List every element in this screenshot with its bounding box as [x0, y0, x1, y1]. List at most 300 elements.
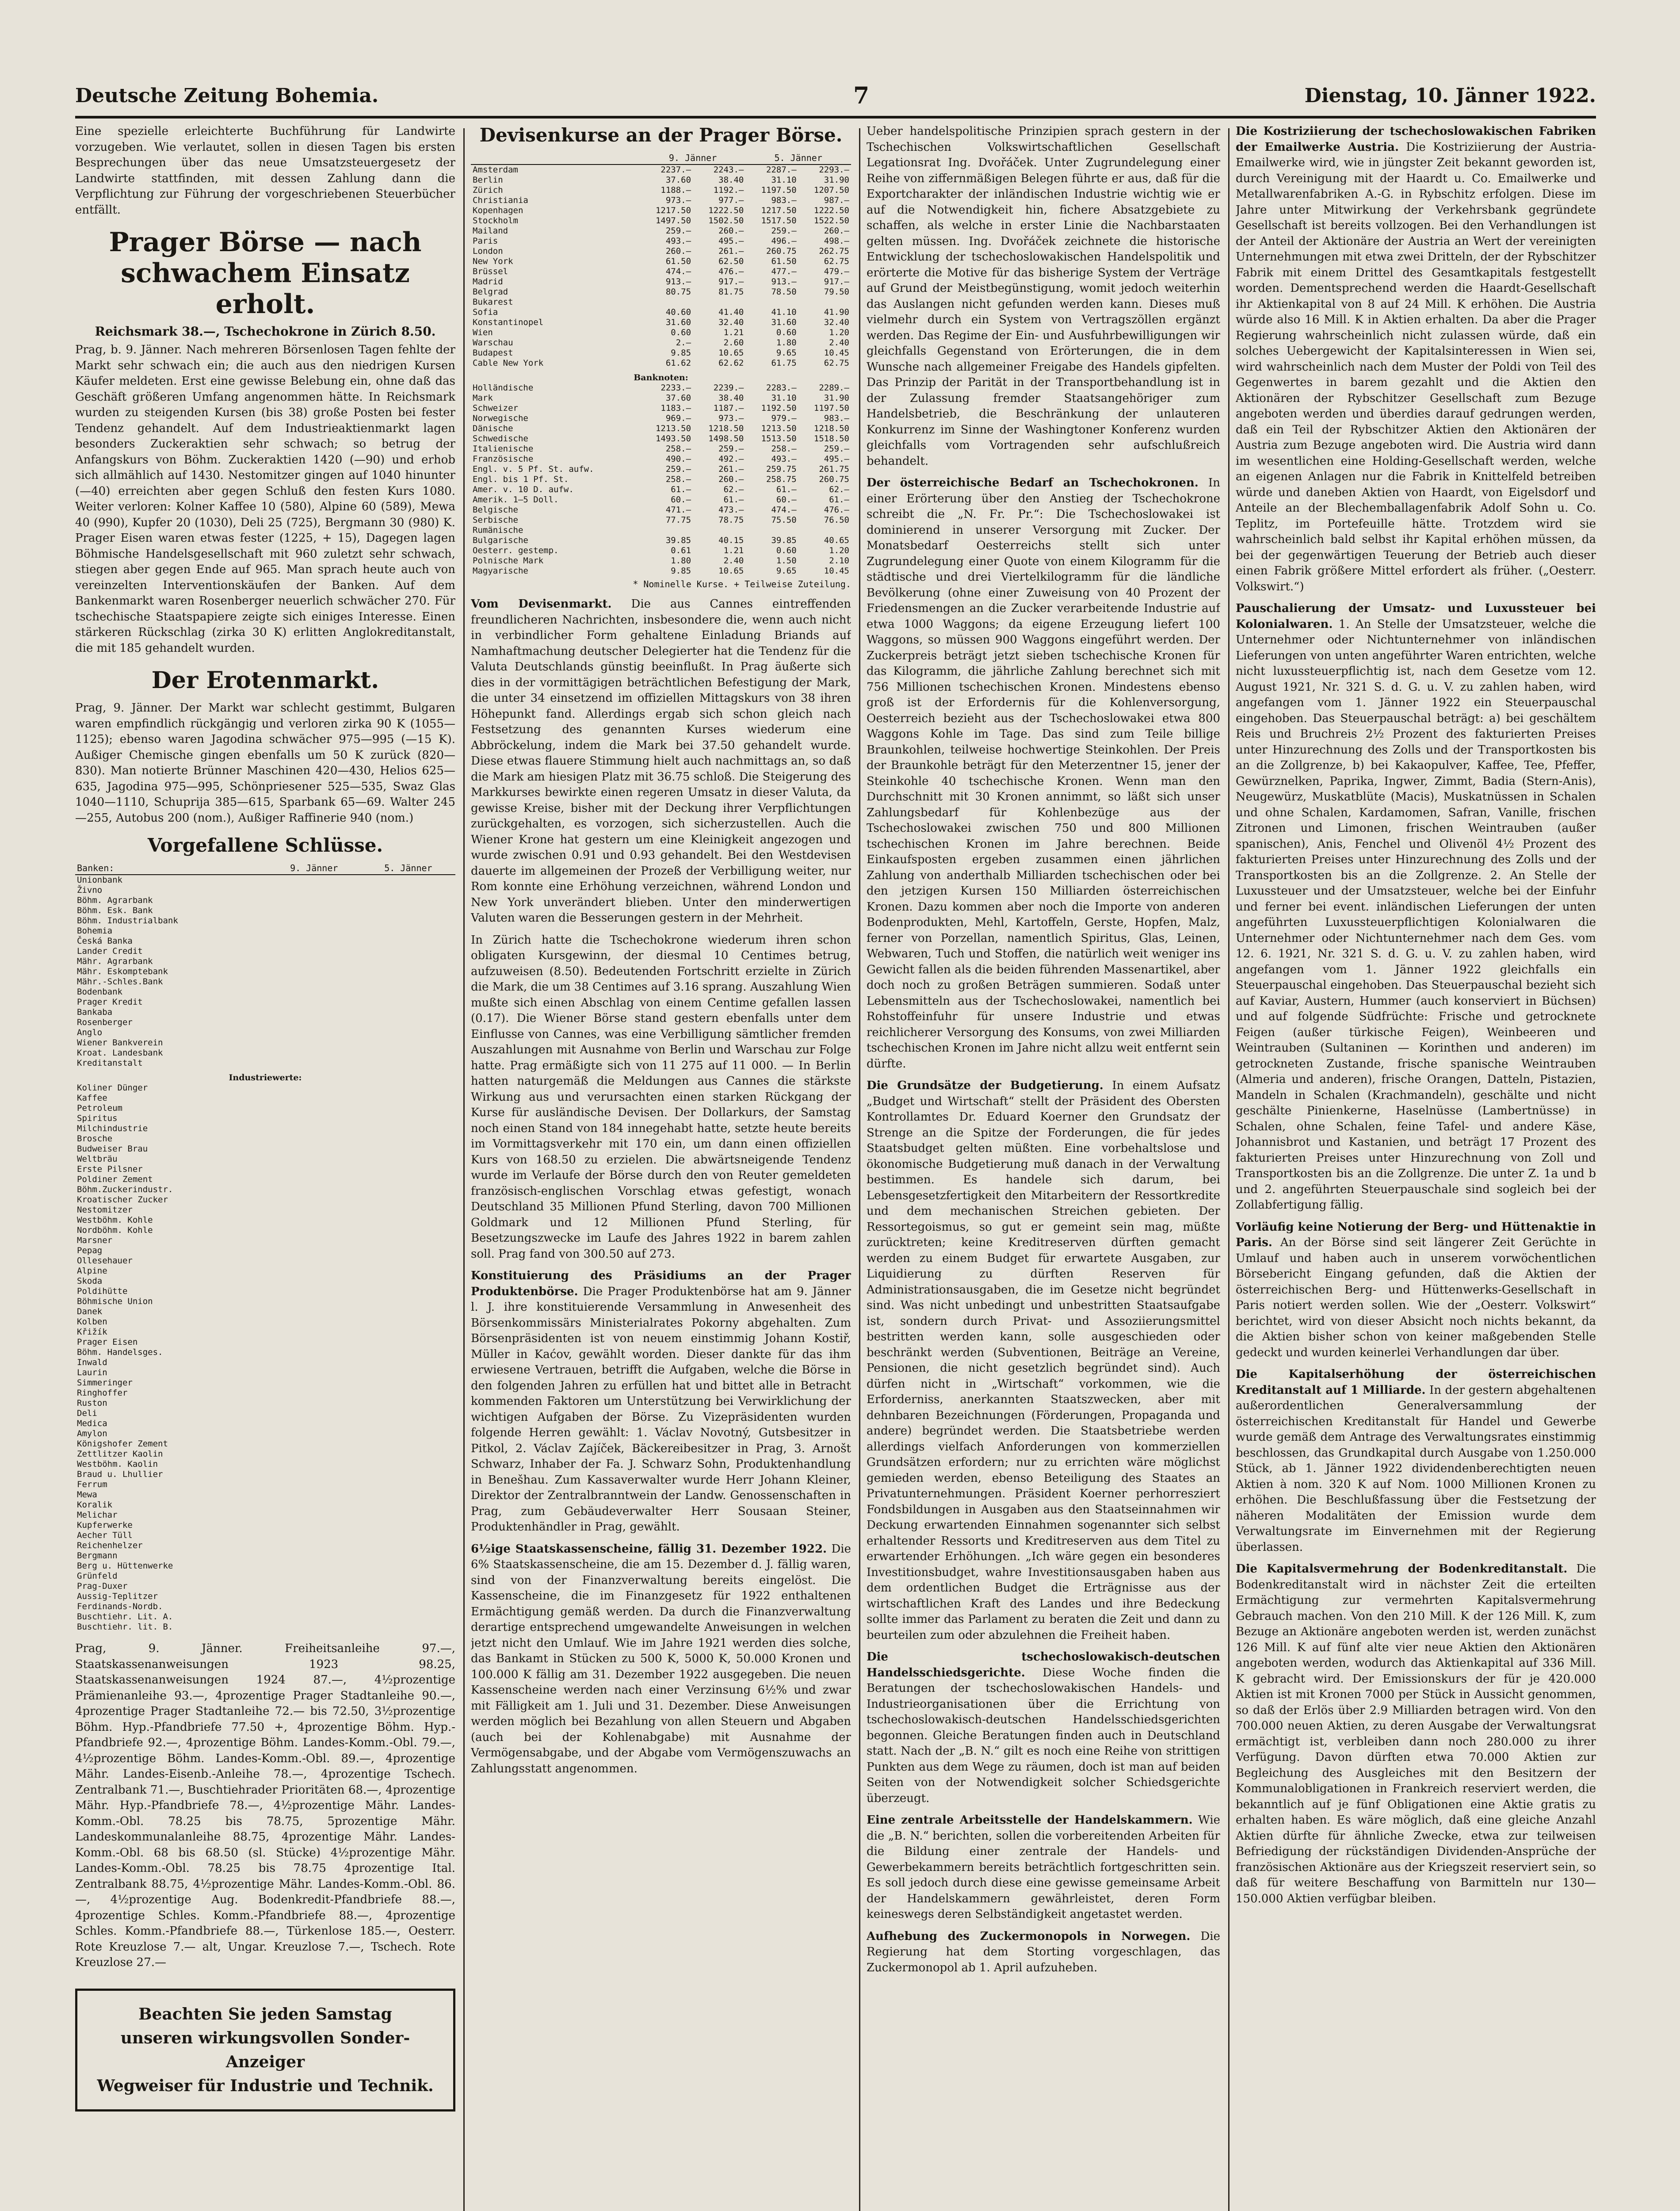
industry-cell: Ringhoffer [77, 1388, 128, 1398]
bank-row [75, 916, 455, 926]
industry-value-cell [361, 1113, 455, 1124]
industry-value-cell [361, 1347, 455, 1358]
industry-cell: Westböhm. Kohle [77, 1215, 153, 1225]
industry-cell: Kroatischer Zucker [77, 1195, 168, 1205]
banknoten-cell: 1.21 [723, 546, 744, 555]
industry-cell: Petroleum [77, 1103, 122, 1113]
industry-value-cell [361, 1520, 455, 1530]
industry-value-cell [267, 1144, 361, 1154]
industry-value-cell [267, 1297, 361, 1307]
devisen-cell: 1222.50 [708, 206, 744, 215]
zuerich-paragraph: In Zürich hatte die Tschechokrone wiederum ihren schon obligaten Kursgewinn, der diesmal 10 Centimes betrug, aufzuweisen (8.50). Bedeutenden Fortschritt erzielte in Zürich die Mark, die um 38 Centimes auf 3.16 sprang. Auszahlung Wien mußte sich einen Abschlag von einem Centime gefallen lassen (0.17). Die Wiener Börse stand gestern ebenfalls unter dem Einflusse von Cannes, was eine Verbilligung sämtlicher fremden Auszahlungen mit Ausnahme von Berlin und Warschau zur Folge hatte. Prag ermäßigte sich von 11 275 auf 11 000. — In Berlin hatten naturgemäß die Meldungen aus Cannes die stärkste Wirkung aus und verursachten einen starken Rückgang der Kurse für ausländische Devisen. Der Dollarkurs, der Samstag noch einen Stand von 184 innegehabt hatte, setzte heute bereits im Vormittagsverkehr mit 170 ein, um dann einen offiziellen Kurs von 168.50 zu erzielen. Die abwärtsneigende Tendenz wurde im Verlaufe der Börse durch den von Reuter gemeldeten französisch-englischen Vorschlag etwas gefestigt, wonach Deutschland 35 Millionen Pfund Sterling, davon 700 Millionen Goldmark und 12 Millionen Pfund Sterling, für Besetzungszwecke im Laufe des Jahres 1922 in barem zahlen soll. Prag fand von 300.50 auf 273. [471, 933, 851, 1261]
banknoten-cell: Polnische Mark [473, 556, 544, 566]
banknoten-cell: 2.10 [829, 556, 849, 566]
industry-value-cell [361, 1205, 455, 1215]
devisen-cell: Wien [473, 328, 493, 337]
banknoten-cell: Amerik. 1—5 Doll. [473, 495, 559, 505]
industry-value-cell [267, 1408, 361, 1419]
bank-row [75, 906, 455, 916]
emailwerke-title: Die Kostriziierung der tschechoslowakischen Fabriken der Emailwerke Austria. [1236, 125, 1596, 154]
bank-row [75, 1038, 455, 1048]
bank-value-cell [361, 987, 455, 997]
banknoten-row [471, 515, 851, 525]
industry-cell: Ferdinands-Nordb. [77, 1602, 163, 1611]
industry-value-cell [361, 1459, 455, 1469]
industry-row [75, 1510, 455, 1520]
banknoten-cell: Oesterr. gestemp. [473, 546, 559, 555]
bank-value-cell [267, 936, 361, 946]
industry-value-cell [361, 1469, 455, 1480]
industry-value-cell [267, 1520, 361, 1530]
industry-row [75, 1591, 455, 1602]
industry-value-cell [267, 1530, 361, 1541]
industry-value-cell [267, 1185, 361, 1195]
devisen-cell: 1.21 [723, 328, 744, 337]
industry-cell: Nestomitzer [77, 1205, 133, 1215]
bank-value-cell [361, 1038, 455, 1048]
industry-row [75, 1480, 455, 1490]
industry-cell: Křižík [77, 1327, 107, 1337]
devisen-cell: Berlin [473, 175, 503, 185]
devisen-cell: 1188.— [661, 185, 691, 195]
banknoten-cell: 1213.50 [761, 424, 797, 433]
devisenmarkt-text: Die aus Cannes eintreffenden freundlicheren Nachrichten, insbesondere die, wenn auch nicht in verbindlicher Form gehaltene Einladung Briands auf Namhaftmachung deutscher Delegierter hat die Tendenz für die Valuta Deutschlands günstig beeinflußt. In Prag äußerte sich dies in der vormittägigen beträchtlichen Befestigung der Mark, die unter 34 einsetzend im offiziellen Mittagskurs von 38 ihren Höhepunkt fand. Allerdings ergab sich schon gleich nach Festsetzung des genannten Kurses wiederum eine Abbröckelung, indem die Mark bei 37.50 gehandelt wurde. Diese etwas flauere Stimmung hielt auch nachmittags an, so daß die Mark am hiesigen Platz mit 36.75 schloß. Die Steigerung des Markkurses bewirkte einen regeren Umsatz in dieser Valuta, da gewisse Kreise, bisher mit der Deckung ihrer Verpflichtungen zurückgehalten, es vorzogen, sich sicherzustellen. Auch die Wiener Krone hat gestern um eine Kleinigkeit angezogen und wurde zwischen 0.91 und 0.93 gehandelt. Bei den Westdevisen dauerte im allgemeinen der Prozeß der Verbilligung weiter, nur Rom konnte eine Erhöhung verzeichnen, während London und New York unverändert blieben. Unter den minderwertigen Valuten waren die Besserungen gestern in der Mehrheit. [471, 597, 851, 925]
industry-cell: Nordböhm. Kohle [77, 1225, 153, 1235]
page-header [75, 80, 1596, 111]
banknoten-row [471, 403, 851, 413]
industry-value-cell [267, 1368, 361, 1378]
bank-value-cell [267, 1048, 361, 1058]
industry-value-cell [267, 1571, 361, 1581]
industry-value-cell [361, 1551, 455, 1561]
banknoten-cell: 1518.50 [813, 434, 849, 444]
industry-row [75, 1561, 455, 1571]
devisen-cell: 62.50 [718, 256, 744, 266]
industry-cell: Prag-Duxer [77, 1581, 128, 1591]
banknoten-cell: 39.85 [665, 536, 691, 545]
banknoten-cell: 75.50 [771, 515, 797, 525]
industry-value-cell [361, 1124, 455, 1134]
industry-row [75, 1368, 455, 1378]
industry-row [75, 1185, 455, 1195]
industry-value-cell [267, 1622, 361, 1632]
devisen-cell [745, 297, 798, 307]
bank-value-cell [361, 926, 455, 936]
industry-value-cell [267, 1205, 361, 1215]
schiedsgerichte-text: Diese Woche finden die Beratungen der tschechoslowakischen Handels- und Industrieorganisationen über die Errichtung von tschechoslowakisch-deutschen Handelsschiedsgerichten begonnen. Gleiche Beratungen finden auch in Deutschland statt. Nach der „B. N.“ gilt es noch eine Reihe von strittigen Punkten aus dem Wege zu räumen, doch ist man auf beiden Seiten von der Notwendigkeit solcher Schiedsgerichte überzeugt. [867, 1666, 1220, 1805]
devisen-cell: 260.— [665, 246, 691, 256]
industry-value-cell [361, 1307, 455, 1317]
banknoten-cell [640, 525, 693, 536]
banknoten-cell: 490.— [665, 454, 691, 464]
industry-value-cell [361, 1368, 455, 1378]
industry-value-cell [267, 1124, 361, 1134]
industry-cell: Marsner [77, 1236, 113, 1245]
bodenkredit-title: Die Kapitalsvermehrung der Bodenkreditanstalt. [1236, 1562, 1568, 1576]
industry-row [75, 1286, 455, 1297]
devisen-cell: 1217.50 [761, 206, 797, 215]
devisen-cell [693, 297, 745, 307]
industry-cell: Spiritus [77, 1113, 118, 1123]
banknoten-cell [693, 525, 745, 536]
devisen-cell: 261.— [718, 246, 744, 256]
devisen-cell: London [473, 246, 503, 256]
bedarf-text: In einer Erörterung über den Anstieg der Tschechokrone schreibt die „N. Fr. Pr.“: Die Tschechoslowakei ist dominierend in unserer Versorgung mit Zucker. Der Monatsbedarf Oesterreichs stellt sich unter Zugrundelegung einer Quote von einem Kilogramm für die städtische und drei Viertelkilogramm für die ländliche Bevölkerung (ohne einer Zuweisung von 40 Prozent der Friedensmengen an die Zucker verarbeitende Industrie auf etwa 1000 Waggons; da eigene Erzeugung liefert 100 Waggons, so müssen 900 Waggons eingeführt werden. Der Zuckerpreis beträgt jetzt sieben tschechische Kronen für das Kilogramm, die jährliche Zahlung berechnet sich mit 756 Millionen tschechischen Kronen. Mindestens ebenso groß ist der Erfordernis für die Kohlenversorgung, Oesterreich bezieht aus der Tschechoslowakei etwa 800 Waggons Kohle im Tage. Das sind zum Teile billige Braunkohlen, teilweise hochwertige Steinkohlen. Der Preis der Braunkohle beträgt für den Meterzentner 15, jener der Steinkohle 40 tschechische Kronen. Wenn man den Durchschnitt mit 30 Kronen annimmt, so läßt sich unser Zahlungsbedarf für Kohlenbezüge aus der Tschechoslowakei zwischen 750 und 800 Millionen tschechischen Kronen im Jahre berechnen. Beide Einkaufsposten ergeben zusammen einen jährlichen Zahlung von anderthalb Milliarden tschechischen oder bei den jetzigen Kursen 150 Milliarden österreichischen Kronen. Dazu kommen aber noch die Importe von anderen Bodenprodukten, Mehl, Kartoffeln, Gerste, Hopfen, Malz, ferner von Porzellan, namentlich Spiritus, Glas, Leinen, Webwaren, Tuch und Stoffen, die natürlich weit weniger ins Gewicht fallen als die beiden führenden Massenartikel, aber doch noch zu großen Beträgen summieren. Sodaß unter Lebensmitteln aus der Tschechoslowakei, namentlich bei Rohstoffeinfuhr für unsere Industrie und etwas reichlicherer Versorgung des Konsums, von zwei Milliarden tschechischen Kronen im Jahre nicht allzu weit entfernt sein dürfte. [867, 476, 1220, 1071]
banknoten-cell: 969.— [665, 413, 691, 423]
industry-value-cell [361, 1581, 455, 1591]
devisen-cell: 38.40 [718, 175, 744, 185]
industry-row [75, 1490, 455, 1500]
bank-cell: Živno [77, 885, 103, 895]
banknoten-row [471, 454, 851, 464]
industry-cell: Skoda [77, 1276, 103, 1286]
industry-value-cell [267, 1602, 361, 1612]
devisen-row [471, 216, 851, 226]
industry-value-cell [361, 1358, 455, 1368]
devisen-cell: 61.75 [771, 358, 797, 368]
devisen-cell: 1517.50 [761, 216, 797, 226]
industry-cell: Poldihütte [77, 1286, 128, 1296]
banknoten-cell: 31.10 [771, 393, 797, 403]
banknoten-cell: 261.— [718, 464, 744, 474]
industry-value-cell [267, 1429, 361, 1439]
devisen-row [471, 338, 851, 348]
industry-row [75, 1530, 455, 1541]
banknoten-cell: 38.40 [718, 393, 744, 403]
industry-row [75, 1408, 455, 1419]
devisen-table [471, 152, 851, 576]
banknoten-cell: 0.61 [671, 546, 691, 555]
industry-value-cell [267, 1439, 361, 1449]
devisen-cell: 2.— [676, 338, 691, 348]
bank-cell: Böhm. Esk. Bank [77, 906, 153, 915]
industry-row [75, 1083, 455, 1093]
industry-cell: Brosche [77, 1134, 113, 1144]
bank-value-cell [361, 977, 455, 987]
banknoten-cell: 1213.50 [655, 424, 691, 433]
industry-value-cell [267, 1337, 361, 1347]
devisen-cell: 10.65 [718, 348, 744, 358]
devisen-cell: Amsterdam [473, 165, 518, 175]
bank-cell: Mähr.-Schles.Bank [77, 977, 163, 987]
industry-value-cell [361, 1164, 455, 1174]
sonder-anzeiger-ad [75, 1989, 455, 2112]
banknoten-cell: 62.— [829, 485, 849, 494]
devisen-cell: 62.75 [824, 256, 849, 266]
industry-value-cell [267, 1093, 361, 1103]
kreditanstalt-title: Die Kapitalserhöhung der österreichischen Kreditanstalt auf 1 Milliarde. [1236, 1368, 1596, 1397]
industry-value-cell [361, 1215, 455, 1225]
devisen-cell: 31.60 [771, 317, 797, 327]
industry-cell: Mewa [77, 1490, 97, 1500]
industry-value-cell [361, 1541, 455, 1551]
industry-value-cell [361, 1144, 455, 1154]
devisen-cell: New York [473, 256, 513, 266]
banknoten-cell [798, 525, 851, 536]
banknoten-row [471, 444, 851, 454]
industry-value-cell [267, 1195, 361, 1205]
devisen-cell: Zürich [473, 185, 503, 195]
devisen-head-date1: 9. Jänner [640, 152, 746, 164]
kassenscheine-title: 6½ige Staatskassenscheine, fällig 31. Dezember 1922. [471, 1542, 827, 1556]
banknoten-cell: Italienische [473, 444, 534, 454]
industry-row [75, 1256, 455, 1266]
industry-value-cell [361, 1398, 455, 1408]
schiedsgerichte-title: Die tschechoslowakisch-deutschen Handelsschiedsgerichte. [867, 1650, 1220, 1679]
banknoten-row [471, 464, 851, 474]
bank-value-cell [267, 946, 361, 956]
industry-value-cell [267, 1541, 361, 1551]
industry-value-cell [267, 1215, 361, 1225]
devisen-row [471, 226, 851, 236]
devisen-cell: Mailand [473, 226, 508, 236]
bank-row [75, 885, 455, 895]
bank-cell: Lander Credit [77, 946, 143, 956]
industry-value-cell [361, 1174, 455, 1185]
industry-row [75, 1164, 455, 1174]
industry-row [75, 1581, 455, 1591]
banknoten-cell: 260.75 [819, 474, 849, 484]
table-head-banks: Banken: [75, 862, 267, 875]
industry-row [75, 1439, 455, 1449]
schluesse-table [75, 862, 455, 1632]
industry-row [75, 1154, 455, 1164]
industry-value-cell [361, 1327, 455, 1337]
bank-cell: Mähr. Agrarbank [77, 956, 153, 966]
devisen-cell: 987.— [824, 195, 849, 205]
arbeitsstelle-text: Wie die „B. N.“ berichten, sollen die vorbereitenden Arbeiten für die Bildung einer zentrale der Handels- und Gewerbekammern bereits beträchtlich fortgeschritten sein. Es soll jedoch durch diese eine gewisse gemeinsame Arbeit der Handelskammern gewährleistet, deren Form keineswegs deren Selbständigkeit angetastet werden. [867, 1813, 1220, 1921]
bank-value-cell [361, 946, 455, 956]
kassenscheine-text: Die 6% Staatskassenscheine, die am 15. Dezember d. J. fällig waren, sind von der Finanzverwaltung bereits eingelöst. Die Kassenscheine, die im Finanzgesetz für 1922 enthaltenen Ermächtigung gemäß werden. Da durch die Finanzverwaltung derartige entsprechend umgewandelte Anweisungen in welchen jetzt nicht den Umlauf. Wie im Jahre 1921 werden dies solche, das Bankamt in Stücken zu 500 K, 5000 K, 50.000 Kronen und 100.000 K fällig am 31. Dezember 1922 ausgegeben. Die neuen Kassenscheine werden nach einer Verzinsung 6½% und zwar mit Fälligkeit am 1. Juli und 31. Dezember. Diese Anweisungen werden möglich bei Bezahlung von allen Steuern und Abgaben (auch bei der Kohlenabgabe) mit Ausnahme der Vermögensabgabe, und der Abgabe vom Vermögenszuwachs an Zahlungsstatt angenommen. [471, 1542, 851, 1775]
industry-value-cell [361, 1236, 455, 1246]
industry-row [75, 1215, 455, 1225]
devisen-cell: Bukarest [473, 297, 513, 307]
bedarf-title: Der österreichische Bedarf an Tschechokronen. [867, 476, 1199, 490]
industry-cell: Kupferwerke [77, 1520, 133, 1530]
devisen-cell: 41.40 [718, 307, 744, 317]
banknoten-cell [745, 525, 798, 536]
banknoten-cell: 2233.— [661, 383, 691, 393]
banknoten-cell: 473.— [718, 505, 744, 515]
banknoten-cell: Engl. bis 1 Pf. St. [473, 474, 569, 484]
bank-value-cell [267, 997, 361, 1007]
industry-value-cell [267, 1581, 361, 1591]
budget-title: Die Grundsätze der Budgetierung. [867, 1079, 1103, 1092]
bank-cell: Bankaba [77, 1007, 113, 1017]
industry-cell: Ollesehauer [77, 1256, 133, 1266]
arbeitsstelle-title: Eine zentrale Arbeitsstelle der Handelskammern. [867, 1813, 1193, 1827]
industry-value-cell [267, 1500, 361, 1510]
closing-paragraph: Prag, 9. Jänner. Freiheitsanleihe 97.—, Staatskassenanweisungen 1923 98.25, Staatskassenanweisungen 1924 87.—, 4½prozentige Prämienanleihe 93.—, 4prozentige Prager Stadtanleihe 90.—, 4prozentige Prager Stadtanleihe 72.— bis 72.50, 3½prozentige Böhm. Hyp.-Pfandbriefe 77.50 +, 4prozentige Böhm. Hyp.-Pfandbriefe 92.—, 4prozentige Böhm. Landes-Komm.-Obl. 79.—, 4½prozentige Böhm. Landes-Komm.-Obl. 89.—, 4prozentige Mähr. Landes-Eisenb.-Anleihe 78.—, 4prozentige Tschech. Zentralbank 71.—, Buschtiehrader Prioritäten 68.—, 4prozentige Mähr. Hyp.-Pfandbriefe 78.—, 4½prozentige Mähr. Landes-Komm.-Obl. 78.25 bis 78.75, 5prozentige Mähr. Landeskommunalanleihe 88.75, 4prozentige Mähr. Landes-Komm.-Obl. 68 bis 68.50 (sl. Stücke) 4½prozentige Mähr. Landes-Komm.-Obl. 78.25 bis 78.75 4prozentige Ital. Zentralbank 88.75, 4½prozentige Mähr. Landes-Komm.-Obl. 86.—, 4½prozentige Aug. Bodenkredit-Pfandbriefe 88.—, 4prozentige Schles. Komm.-Pfandbriefe 88.—, 4prozentige Schles. Komm.-Pfandbriefe 88.—, Türkenlose 185.—, Oesterr. Rote Kreuzlose 7.— alt, Ungar. Kreuzlose 7.—, Tschech. Rote Kreuzlose 27.— [75, 1642, 455, 1969]
industry-value-cell [361, 1103, 455, 1113]
devisen-row [471, 287, 851, 297]
industry-row [75, 1113, 455, 1124]
industry-value-cell [267, 1164, 361, 1174]
industry-row [75, 1297, 455, 1307]
devisen-row [471, 236, 851, 246]
bank-row [75, 946, 455, 956]
industry-cell: Ferrum [77, 1480, 107, 1489]
banknoten-cell: Holländische [473, 383, 534, 393]
industry-cell: Medica [77, 1419, 107, 1428]
devisen-cell: 80.75 [665, 287, 691, 297]
devisen-cell: 1502.50 [708, 216, 744, 226]
zuckermonopol-text: Die Regierung hat dem Storting vorgeschlagen, das Zuckermonopol ab 1. April aufzuheben. [867, 1929, 1220, 1974]
industry-value-cell [267, 1113, 361, 1124]
industry-cell: Aecher Tüll [77, 1530, 133, 1540]
bank-value-cell [361, 956, 455, 967]
devisen-cell: 31.10 [771, 175, 797, 185]
kreditanstalt-text: In der gestern abgehaltenen außerordentlichen Generalversammlung der österreichischen Kreditanstalt für Handel und Gewerbe wurde gemäß dem Antrage des Verwaltungsrates einstimmig beschlossen, das Grundkapital durch Ausgabe von 1.250.000 Stück, ab 1. Jänner 1922 dividendenberechtigten neuen Aktien à nom. 320 K auf Nom. 1000 Millionen Kronen zu erhöhen. Die Beschlußfassung über die Festsetzung der näheren Modalitäten der Emission wurde dem Verwaltungsrate im Einvernehmen mit der Regierung überlassen. [1236, 1383, 1596, 1554]
bank-value-cell [267, 906, 361, 916]
banknoten-cell: 61.— [776, 485, 797, 494]
devisen-cell: 913.— [771, 277, 797, 287]
bank-row [75, 926, 455, 936]
banknoten-cell: 260.— [718, 474, 744, 484]
devisen-cell: 476.— [718, 267, 744, 276]
banknoten-cell: 1183.— [661, 403, 691, 413]
banknoten-cell: 1197.50 [813, 403, 849, 413]
schluesse-title: Vorgefallene Schlüsse. [147, 834, 383, 856]
industry-value-cell [361, 1622, 455, 1632]
bank-row [75, 1018, 455, 1028]
bank-value-cell [267, 916, 361, 926]
industry-value-cell [267, 1286, 361, 1297]
table-head-date2: 5. Jänner [361, 862, 455, 875]
industry-cell: Buschtiehr. lit. B. [77, 1622, 173, 1632]
industry-value-cell [361, 1317, 455, 1327]
column-3 [867, 124, 1220, 2211]
banknoten-row [471, 424, 851, 434]
industry-value-cell [267, 1266, 361, 1276]
devisen-cell: 0.60 [671, 328, 691, 337]
bank-cell: Unionbank [77, 875, 122, 885]
bank-value-cell [361, 895, 455, 906]
industry-cell: Kaffee [77, 1093, 107, 1103]
industry-row [75, 1093, 455, 1103]
industry-cell: Westböhm. Kaolin [77, 1459, 158, 1469]
pauschalierung-title: Pauschalierung der Umsatz- und Luxussteuer bei Kolonialwaren. [1236, 602, 1596, 631]
banknoten-row [471, 536, 851, 546]
banknoten-cell: 62.— [723, 485, 744, 494]
devisen-row [471, 267, 851, 277]
devisen-cell: 40.60 [665, 307, 691, 317]
industry-row [75, 1236, 455, 1246]
industry-value-cell [267, 1134, 361, 1144]
industry-row [75, 1317, 455, 1327]
banknoten-cell: 2.40 [723, 556, 744, 566]
banknoten-cell: 258.75 [766, 474, 797, 484]
banknoten-row [471, 525, 851, 536]
industry-cell: Poldiner Zement [77, 1174, 153, 1184]
banknoten-cell: 1498.50 [708, 434, 744, 444]
devisen-cell: 31.60 [665, 317, 691, 327]
devisen-cell: 81.75 [718, 287, 744, 297]
banknoten-cell: 9.65 [776, 566, 797, 576]
industry-row [75, 1276, 455, 1286]
banknoten-cell: 2239.— [713, 383, 744, 393]
devisen-cell: 31.90 [824, 175, 849, 185]
industry-cell: Reichenhelzer [77, 1541, 143, 1550]
paris-notierung-text: An der Börse sind seit längerer Zeit Gerüchte in Umlauf und haben auch in unserem vorwöchentlichen Börsebericht Eingang gefunden, daß die Aktien der österreichischen Berg- und Hüttenwerks-Gesellschaft in Paris notiert werden sollen. Wie der „Oesterr. Volkswirt“ berichtet, wird von dieser Absicht noch nichts bekannt, da die Aktien bisher schon von keiner maßgebenden Stelle gedeckt und wurden keinerlei Verhandlungen dar über. [1236, 1236, 1596, 1359]
banknoten-cell: Amer. v. 10 D. aufw. [473, 485, 574, 494]
bank-value-cell [267, 1058, 361, 1068]
banknoten-row [471, 393, 851, 403]
banknoten-row [471, 474, 851, 485]
industry-cell: Budweiser Brau [77, 1144, 148, 1154]
devisen-cell: 1222.50 [813, 206, 849, 215]
banknoten-row [471, 556, 851, 566]
devisen-cell: Madrid [473, 277, 503, 287]
bank-row [75, 997, 455, 1007]
industry-value-cell [267, 1459, 361, 1469]
industry-cell: Alpine [77, 1266, 107, 1276]
banknoten-cell: 10.45 [824, 566, 849, 576]
bank-value-cell [361, 916, 455, 926]
bank-row [75, 895, 455, 906]
bank-row [75, 936, 455, 946]
boerse-subline: Reichsmark 38.—, Tschechokrone in Zürich 8.50. [95, 324, 436, 339]
table-head-date1: 9. Jänner [267, 862, 361, 875]
devisen-cell: Paris [473, 236, 498, 246]
industry-value-cell [267, 1174, 361, 1185]
bank-row [75, 987, 455, 997]
header-rule [75, 116, 1596, 119]
banks-rows [75, 875, 455, 1068]
handelspolitik-paragraph: Ueber handelspolitische Prinzipien sprach gestern in der Tschechischen Volkswirtschaftlichen Gesellschaft Legationsrat Ing. Dvořáček. Unter Zugrundelegung einer Reihe von ziffernmäßigen Belegen führte er aus, daß für die Exportcharakter der inländischen Industrie wichtig wie er auf die Notwendigkeit hin, fichere Absatzgebiete zu schaffen, als welche in erster Linie die Nachbarstaaten gelten müssen. Ing. Dvořáček zeichnete die historische Entwicklung der tschechoslowakischen Handelspolitik und erörterte die Motive für das bisherige System der Verträge auf Grund der Meistbegünstigung, womit jedoch weiterhin das Auslangen nicht gefunden werden kann. Dieses muß vielmehr durch ein System von Vertragszöllen ergänzt werden. Das Regime der Ein- und Ausfuhrbewilligungen wir gleichfalls Gegenstand von Erörterungen, die in dem Wunsche nach allgemeiner Freigabe des Handels gipfelten. Das Prinzip der Parität in der Transportbehandlung ist in der Zulassung fremder Staatsangehöriger zum Handelsbetrieb, die Beschränkung der unlauteren Konkurrenz im Sinne der Washingtoner Konferenz wurden gleichfalls vom Vortragenden sehr aufschlußreich behandelt. [867, 125, 1220, 468]
banknoten-cell: 259.— [824, 444, 849, 454]
industry-row [75, 1307, 455, 1317]
bank-value-cell [361, 906, 455, 916]
industry-cell: Danek [77, 1307, 103, 1316]
industry-row [75, 1388, 455, 1398]
banknoten-cell: Schwedische [473, 434, 528, 444]
ad-line-2: unseren wirkungsvollen Sonder-Anzeiger [120, 2028, 410, 2071]
devisen-cell: 474.— [665, 267, 691, 276]
devisen-cell: 259.— [771, 226, 797, 236]
bank-cell: Rosenberger [77, 1018, 133, 1027]
industry-head: Industriewerte: [229, 1073, 302, 1083]
industry-value-cell [267, 1469, 361, 1480]
bodenkredit-text: Die Bodenkreditanstalt wird in nächster Zeit die erteilten Ermächtigung zur vermehrten Kapitalsvermehrung Gebrauch machen. Von den 210 Mill. K der 126 Mill. K, zum Bezuge an Aktionäre angeboten werden ist, werden zunächst 126 Mill. K auf fünf alte vier neue Aktien den Aktionären angeboten werden, wodurch das Aktienkapital auf 336 Mill. K gebracht wird. Der Emissionskurs der für je 420.000 Aktien ist mit Kronen 7000 per Stück in Aussicht genommen, so daß der Erlös über 2.9 Milliarden betragen wird. Von den 700.000 neuen Aktien, zu deren Ausgabe der Verwaltungsrat ermächtigt ist, verbleiben dann noch 280.000 zu ihrer Verfügung. Davon dürften etwa 70.000 Aktien zur Begleichung des Ausgleiches mit den Besitzern der Kommunalobligationen in Frankreich reserviert werden, die bekanntlich auf je fünf Obligationen eine Aktie gratis zu erhalten haben. Es wäre möglich, daß eine gleiche Anzahl Aktien dürfte für ähnliche Zwecke, etwa zur teilweisen Befriedigung der rückständigen Dividenden-Ansprüche der französischen Aktionäre aus der Kriegszeit reserviert sein, so daß für weitere Beschaffung von Barmitteln nur 130—150.000 Aktien verfügbar bleiben. [1236, 1562, 1596, 1905]
banknoten-cell: 258.— [665, 474, 691, 484]
devisen-cell [640, 297, 693, 307]
banknoten-cell: 973.— [718, 413, 744, 423]
industry-row [75, 1469, 455, 1480]
banknoten-row [471, 566, 851, 576]
devisen-cell: 9.85 [671, 348, 691, 358]
banknoten-cell: 78.75 [718, 515, 744, 525]
industry-cell: Grünfeld [77, 1571, 118, 1581]
devisen-cell: 977.— [718, 195, 744, 205]
devisen-cell: 61.50 [771, 256, 797, 266]
banknoten-cell: Norwegische [473, 413, 528, 423]
industry-row [75, 1347, 455, 1358]
devisen-cell: 260.— [824, 226, 849, 236]
bank-cell: Bodenbank [77, 987, 122, 997]
industry-value-cell [267, 1612, 361, 1622]
industry-value-cell [361, 1185, 455, 1195]
banknoten-cell: 2289.— [819, 383, 849, 393]
bank-value-cell [267, 885, 361, 895]
banknoten-cell: 1218.50 [813, 424, 849, 433]
industry-row [75, 1398, 455, 1408]
industry-value-cell [361, 1297, 455, 1307]
industry-value-cell [267, 1276, 361, 1286]
devisen-cell: 495.— [718, 236, 744, 246]
devisen-row [471, 297, 851, 307]
industry-row [75, 1246, 455, 1256]
